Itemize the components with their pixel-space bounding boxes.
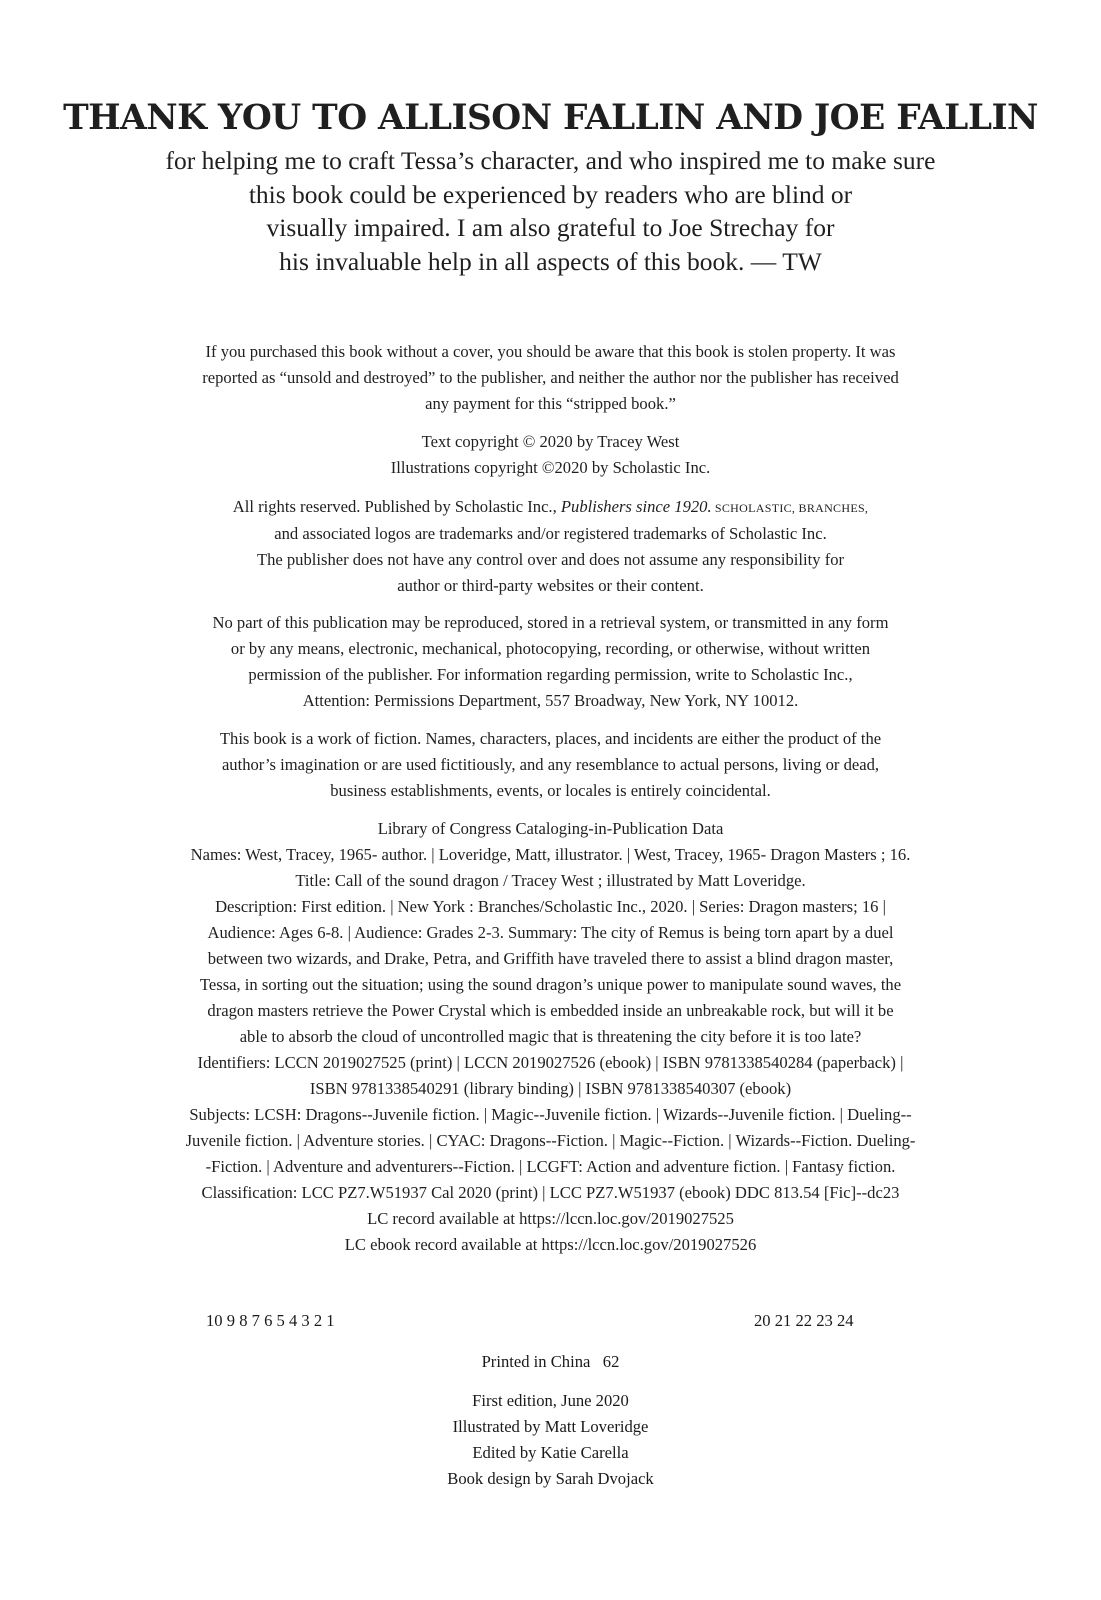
- fiction-disclaimer: [80, 726, 1021, 804]
- notice-line: any payment for this “stripped book.”: [425, 394, 676, 413]
- credit-line: Illustrated by Matt Loveridge: [452, 1417, 649, 1436]
- cip-line: Classification: LCC PZ7.W51937 Cal 2020 (print) | LCC PZ7.W51937 (ebook) DDC 813.54 [Fic]--dc23: [201, 1183, 900, 1202]
- cip-line: Juvenile fiction. | Adventure stories. | CYAC: Dragons--Fiction. | Magic--Fiction. | Wizards--Fiction. Dueling-: [185, 1131, 916, 1150]
- cip-line: Identifiers: LCCN 2019027525 (print) | LCCN 2019027526 (ebook) | ISBN 9781338540284 (paperback) |: [197, 1053, 904, 1072]
- notice-line: If you purchased this book without a cover, you should be aware that this book is stolen property. It was: [205, 342, 896, 361]
- cip-line: Library of Congress Cataloging-in-Publication Data: [377, 819, 724, 838]
- cip-line: Tessa, in sorting out the situation; using the sound dragon’s unique power to manipulate sound waves, the: [199, 975, 902, 994]
- reproduction-line: Attention: Permissions Department, 557 Broadway, New York, NY 10012.: [302, 691, 799, 710]
- trademark-names: SCHOLASTIC, BRANCHES,: [711, 501, 869, 515]
- cataloging-data: [80, 816, 1021, 1258]
- cip-line: Subjects: LCSH: Dragons--Juvenile fiction. | Magic--Juvenile fiction. | Wizards--Juvenile fiction. | Dueling--: [189, 1105, 912, 1124]
- cip-line: ISBN 9781338540291 (library binding) | ISBN 9781338540307 (ebook): [309, 1079, 792, 1098]
- stripped-book-notice: [80, 339, 1021, 417]
- edition-credits: [80, 1388, 1021, 1492]
- publisher-tagline: Publishers since 1920.: [560, 497, 712, 516]
- cip-line: dragon masters retrieve the Power Crystal which is embedded inside an unbreakable rock, but will it be: [207, 1001, 894, 1020]
- copyright-line: Text copyright © 2020 by Tracey West: [421, 432, 680, 451]
- reproduction-notice: [80, 610, 1021, 714]
- cip-line: Names: West, Tracey, 1965- author. | Loveridge, Matt, illustrator. | West, Tracey, 1965- Dragon Masters ; 16.: [190, 845, 911, 864]
- cip-line: able to absorb the cloud of uncontrolled magic that is threatening the city before it is too late?: [239, 1027, 862, 1046]
- copyright-notice: [80, 429, 1021, 481]
- rights-text: All rights reserved. Published by Scholastic Inc.,: [232, 497, 561, 516]
- reproduction-line: or by any means, electronic, mechanical, photocopying, recording, or otherwise, without written: [230, 639, 871, 658]
- printing-year-numbers: 20 21 22 23 24: [754, 1311, 854, 1330]
- fiction-line: business establishments, events, or locales is entirely coincidental.: [330, 781, 771, 800]
- printed-in-text: Printed in China 62: [481, 1352, 620, 1371]
- fiction-line: author’s imagination or are used fictitiously, and any resemblance to actual persons, living or dead,: [221, 755, 880, 774]
- cip-line: Title: Call of the sound dragon / Tracey West ; illustrated by Matt Loveridge.: [295, 871, 806, 890]
- reproduction-line: No part of this publication may be reproduced, stored in a retrieval system, or transmitted in any form: [212, 613, 889, 632]
- dedication-line: for helping me to craft Tessa’s character, and who inspired me to make sure: [165, 146, 936, 175]
- rights-line: and associated logos are trademarks and/or registered trademarks of Scholastic Inc.: [274, 524, 827, 543]
- printing-line-numbers: 10 9 8 7 6 5 4 3 2 1: [206, 1311, 335, 1330]
- rights-line: [80, 494, 1021, 521]
- reproduction-line: permission of the publisher. For information regarding permission, write to Scholastic Inc.,: [248, 665, 853, 684]
- credit-line: Book design by Sarah Dvojack: [447, 1469, 654, 1488]
- dedication-line: his invaluable help in all aspects of this book. — TW: [279, 246, 822, 276]
- fiction-line: This book is a work of fiction. Names, characters, places, and incidents are either the product of the: [219, 729, 882, 748]
- printed-in: [80, 1349, 1021, 1375]
- dedication-text: [80, 144, 1021, 278]
- copyright-line: Illustrations copyright ©2020 by Scholastic Inc.: [390, 458, 711, 477]
- credit-line: First edition, June 2020: [472, 1391, 629, 1410]
- cip-line: between two wizards, and Drake, Petra, and Griffith have traveled there to assist a blind dragon master,: [207, 949, 894, 968]
- cip-line: LC record available at https://lccn.loc.gov/2019027525: [367, 1209, 734, 1228]
- dedication-line: this book could be experienced by readers who are blind or: [248, 179, 853, 209]
- cip-line: LC ebook record available at https://lccn.loc.gov/2019027526: [344, 1235, 757, 1254]
- notice-line: reported as “unsold and destroyed” to the publisher, and neither the author nor the publisher has received: [202, 368, 899, 387]
- acknowledgment-heading: THANK YOU TO ALLISON FALLIN AND JOE FALLIN: [63, 98, 1038, 138]
- cip-line: -Fiction. | Adventure and adventurers--Fiction. | LCGFT: Action and adventure fiction. | Fantasy fiction.: [205, 1157, 896, 1176]
- rights-notice: [80, 494, 1021, 599]
- cip-line: Description: First edition. | New York : Branches/Scholastic Inc., 2020. | Series: Dragon masters; 16 |: [215, 897, 886, 916]
- credit-line: Edited by Katie Carella: [472, 1443, 629, 1462]
- dedication-line: visually impaired. I am also grateful to Joe Strechay for: [266, 213, 835, 243]
- rights-line: author or third-party websites or their content.: [397, 576, 704, 595]
- rights-line: The publisher does not have any control over and does not assume any responsibility for: [256, 550, 845, 569]
- cip-line: Audience: Ages 6-8. | Audience: Grades 2-3. Summary: The city of Remus is being torn apart by a duel: [207, 923, 894, 942]
